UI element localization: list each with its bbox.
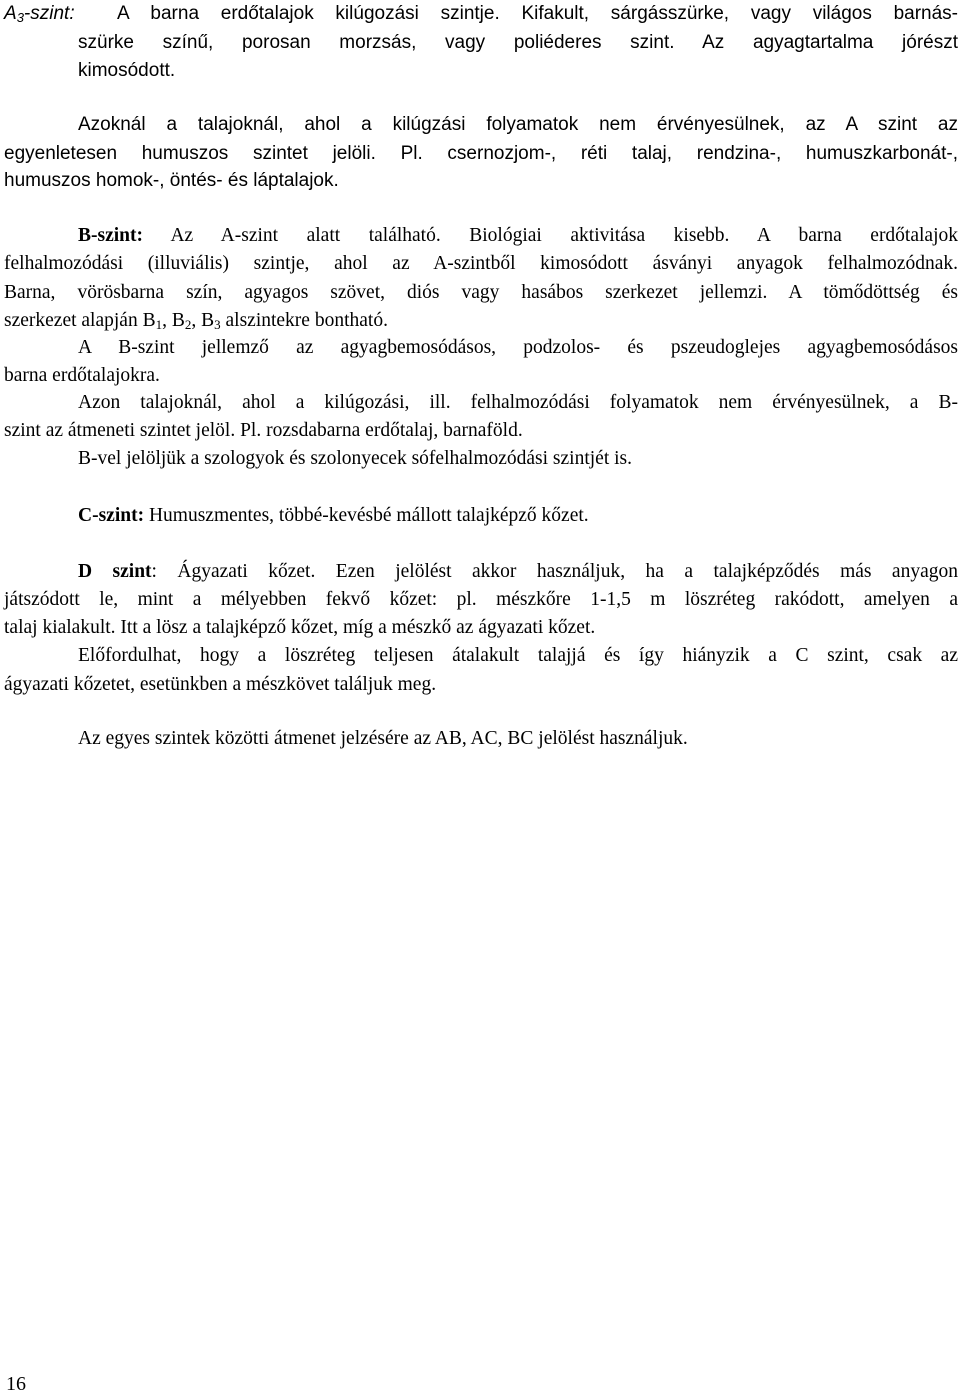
b-szint-line-1: B-szint: Az A-szint alatt található. Biológiai aktivitása kisebb. A barna erdőtalajok (78, 225, 958, 246)
b-szint-p2-line-2: barna erdőtalajokra. (4, 365, 160, 386)
a3-label: $A_3$-szint: (4, 3, 75, 25)
b-szint-line-2: felhalmozódási (illuviális) szintje, ahol az A-szintből kimosódott ásványi anyagok felhalmozódnak. (4, 253, 958, 274)
c-szint-label: C-szint: (78, 505, 145, 526)
transition-line: Az egyes szintek közötti átmenet jelzésére az AB, AC, BC jelölést használjuk. (78, 728, 688, 749)
a-general-line-1: Azoknál a talajoknál, ahol a kilúgzási folyamatok nem érvényesülnek, az A szint az (78, 114, 958, 135)
b-szint-p4-line-1: B-vel jelöljük a szologyok és szolonyecek sófelhalmozódási szintjét is. (78, 448, 632, 469)
b-szint-line-4: szerkezet alapján $B_1$, $B_2$, $B_3$ alszintekre bontható. (4, 310, 388, 332)
a-general-line-3: humuszos homok-, öntés- és láptalajok. (4, 170, 339, 191)
d-szint-label: D szint (78, 561, 152, 582)
b-szint-p3-line-1: Azon talajoknál, ahol a kilúgozási, ill. felhalmozódási folyamatok nem érvényesülnek, a B- (78, 392, 958, 413)
b-szint-line-3: Barna, vörösbarna szín, agyagos szövet, diós vagy hasábos szerkezet jellemzi. A tömődöttség és (4, 282, 958, 303)
b-szint-p2-line-1: A B-szint jellemző az agyagbemosódásos, podzolos- és pszeudoglejes agyagbemosódásos (78, 337, 958, 358)
c-szint-line: C-szint: Humuszmentes, többé-kevésbé mállott talajképző kőzet. (78, 505, 589, 526)
a3-line-1: $A_3$-szint: A barna erdőtalajok kilúgozási szintje. Kifakult, sárgásszürke, vagy világos barnás- (4, 3, 958, 25)
a-general-line-2: egyenletesen humuszos szintet jelöli. Pl. csernozjom-, réti talaj, rendzina-, humuszkarbonát-, (4, 143, 958, 164)
d-szint-line-1: D szint: Ágyazati kőzet. Ezen jelölést akkor használjuk, ha a talajképződés más anyagon (78, 561, 958, 582)
a3-line-3: kimosódott. (78, 60, 176, 81)
b-szint-label: B-szint: (78, 225, 143, 246)
d-szint-line-3: talaj kialakult. Itt a lösz a talajképző kőzet, míg a mészkő az ágyazati kőzet. (4, 617, 596, 638)
d-szint-p2-line-2: ágyazati kőzetet, esetünkben a mészkövet találjuk meg. (4, 674, 437, 695)
d-szint-line-2: játszódott le, mint a mélyebben fekvő kőzet: pl. mészkőre 1-1,5 m löszréteg rakódott, amelyen a (4, 589, 958, 610)
a3-line-2: szürke színű, porosan morzsás, vagy poliéderes szint. Az agyagtartalma jórészt (78, 32, 958, 53)
d-szint-p2-line-1: Előfordulhat, hogy a löszréteg teljesen átalakult talajjá és így hiányzik a C szint, csak az (78, 645, 958, 666)
b-szint-p3-line-2: szint az átmeneti szintet jelöl. Pl. rozsdabarna erdőtalaj, barnaföld. (4, 420, 523, 441)
page-number: 16 (6, 1373, 26, 1395)
